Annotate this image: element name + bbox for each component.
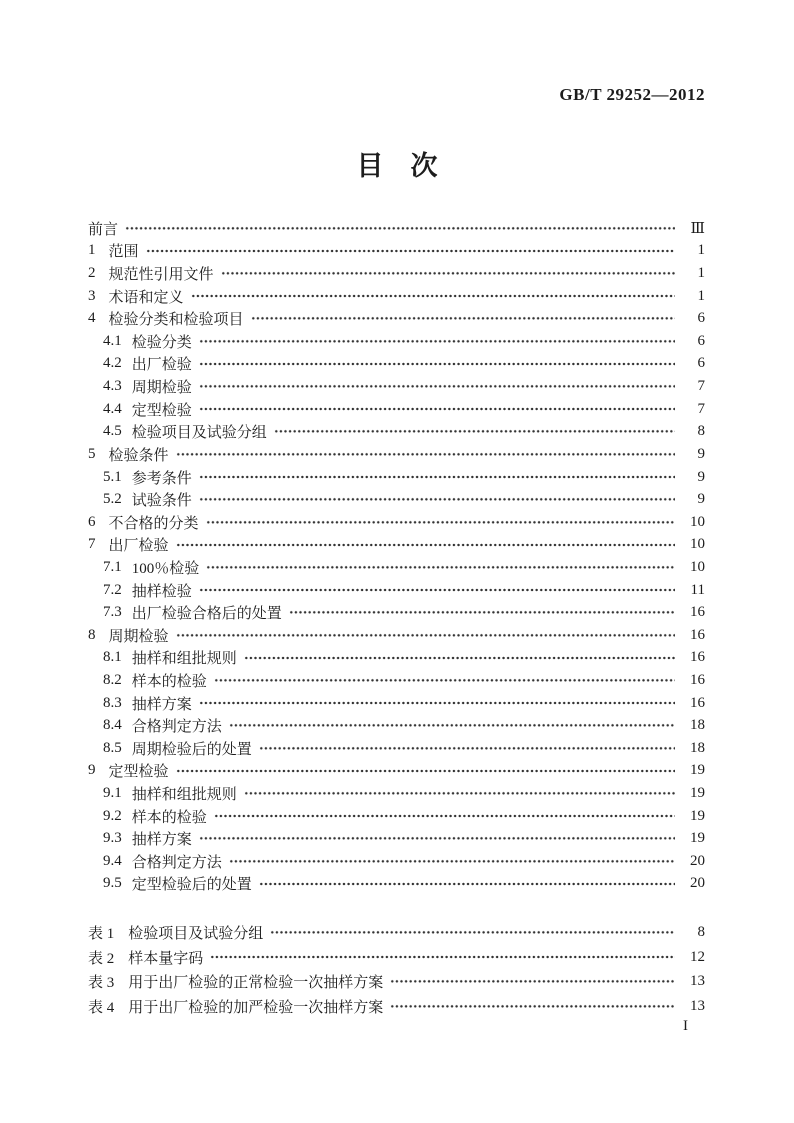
toc-entry-number: 9 xyxy=(88,762,96,779)
toc-entry-number: 7.3 xyxy=(103,604,122,621)
toc-entry xyxy=(88,579,705,602)
toc-entry-page: 9 xyxy=(697,468,705,485)
toc-entry-number: 8.4 xyxy=(103,717,122,734)
toc-entry-title: 不合格的分类 xyxy=(108,515,199,532)
toc-entry xyxy=(88,262,705,285)
toc-entry-page: 20 xyxy=(690,875,705,892)
dot-leader xyxy=(390,994,675,1019)
toc-entry-number: 5 xyxy=(88,445,96,462)
toc-entry xyxy=(88,737,705,760)
toc-entry-number: 4.1 xyxy=(103,332,122,349)
toc-entry-number: 9.3 xyxy=(103,830,122,847)
dot-leader xyxy=(199,579,675,602)
dot-leader xyxy=(214,669,675,692)
dot-leader xyxy=(199,488,675,511)
toc-entry-page: 6 xyxy=(697,310,705,327)
toc-entry xyxy=(88,805,705,828)
dot-leader xyxy=(206,556,675,579)
toc-entry-page: 1 xyxy=(697,287,705,304)
toc-entry-number: 5.1 xyxy=(103,468,122,485)
dot-leader xyxy=(176,443,675,466)
toc-entry-number: 8.5 xyxy=(103,739,122,756)
toc-entry-title: 抽样和组批规则 xyxy=(131,787,237,804)
dot-leader xyxy=(210,945,675,970)
toc-entry-number: 6 xyxy=(88,513,96,530)
dot-leader xyxy=(390,969,675,994)
toc-entry-page: 8 xyxy=(697,423,705,440)
toc-entry-title: 检验条件 xyxy=(108,447,169,464)
toc-entry xyxy=(88,782,705,805)
toc-entry xyxy=(88,330,705,353)
toc-entry xyxy=(88,420,705,443)
toc-entry xyxy=(88,375,705,398)
toc-entry xyxy=(88,969,705,994)
toc-entry xyxy=(88,307,705,330)
toc-entry-page: 1 xyxy=(697,265,705,282)
toc-entry-title: 试验条件 xyxy=(131,493,192,510)
toc-entry xyxy=(88,488,705,511)
toc-entry-page: 10 xyxy=(690,513,705,530)
toc-entry-page: 7 xyxy=(697,378,705,395)
toc-entry xyxy=(88,240,705,263)
dot-leader xyxy=(244,647,675,670)
toc-entry-title: 出厂检验 xyxy=(131,357,192,374)
page-title: 目 次 xyxy=(356,151,438,181)
toc-entry-page: 11 xyxy=(690,581,705,598)
toc-entry-title: 周期检验后的处置 xyxy=(131,741,252,758)
toc-entry-number: 4.2 xyxy=(103,355,122,372)
toc-entry-number: 表 3 xyxy=(88,975,115,992)
toc-entry-page: 16 xyxy=(690,671,705,688)
toc-entry-page: 16 xyxy=(690,626,705,643)
dot-leader xyxy=(244,782,675,805)
dot-leader xyxy=(176,760,675,783)
dot-leader xyxy=(146,240,675,263)
dot-leader xyxy=(199,353,675,376)
dot-leader xyxy=(206,511,675,534)
toc-entry-number: 4.5 xyxy=(103,423,122,440)
toc-entry-page: 16 xyxy=(690,694,705,711)
toc-entry-title: 检验项目及试验分组 xyxy=(131,425,267,442)
toc-entry xyxy=(88,556,705,579)
toc-entry-number: 2 xyxy=(88,265,96,282)
toc-entry-title: 定型检验 xyxy=(131,402,192,419)
toc-entry-page: 6 xyxy=(697,355,705,372)
toc-entry-number: 表 1 xyxy=(88,925,115,942)
toc-entry xyxy=(88,873,705,896)
toc-entry xyxy=(88,669,705,692)
toc-entry-title: 样本的检验 xyxy=(131,809,207,826)
toc-entry-title: 规范性引用文件 xyxy=(108,267,214,284)
toc-entry xyxy=(88,353,705,376)
toc-entry-title: 出厂检验 xyxy=(108,538,169,555)
toc-entry xyxy=(88,994,705,1019)
toc-entry-number: 4.4 xyxy=(103,400,122,417)
toc-entry-title: 100％检验 xyxy=(131,560,200,577)
toc-entry-title: 用于出厂检验的加严检验一次抽样方案 xyxy=(128,999,384,1016)
dot-leader xyxy=(125,217,675,240)
dot-leader xyxy=(274,420,675,443)
toc-entry-page: 13 xyxy=(690,997,705,1014)
toc-entry-title: 术语和定义 xyxy=(108,289,184,306)
toc-entry-page: 13 xyxy=(690,973,705,990)
toc-entry xyxy=(88,945,705,970)
toc-entry-title: 检验项目及试验分组 xyxy=(128,925,264,942)
toc-entry-number: 3 xyxy=(88,287,96,304)
dot-leader xyxy=(199,466,675,489)
toc-entry-title: 检验分类和检验项目 xyxy=(108,312,244,329)
toc-entry-page: 6 xyxy=(697,332,705,349)
toc-entry-title: 抽样和组批规则 xyxy=(131,651,237,668)
toc-entry-number: 8.3 xyxy=(103,694,122,711)
toc-entry-title: 抽样检验 xyxy=(131,583,192,600)
toc-entry-title: 样本的检验 xyxy=(131,673,207,690)
toc-entry-number: 表 2 xyxy=(88,950,115,967)
toc-entry-title: 合格判定方法 xyxy=(131,719,222,736)
dot-leader xyxy=(251,307,675,330)
toc-entry-page: 18 xyxy=(690,717,705,734)
toc-entry-page: 19 xyxy=(690,762,705,779)
toc-entry-page: 19 xyxy=(690,807,705,824)
toc-entry-title: 合格判定方法 xyxy=(131,854,222,871)
toc-entry-page: 16 xyxy=(690,649,705,666)
toc-entry-number: 4 xyxy=(88,310,96,327)
dot-leader xyxy=(191,285,675,308)
toc-entry-number: 表 4 xyxy=(88,999,115,1016)
toc-entry-page: 10 xyxy=(690,558,705,575)
dot-leader xyxy=(176,624,675,647)
toc-entry-number: 8.1 xyxy=(103,649,122,666)
toc-entry-title: 用于出厂检验的正常检验一次抽样方案 xyxy=(128,975,384,992)
toc-entry xyxy=(88,624,705,647)
page-number: I xyxy=(683,1018,688,1034)
dot-leader xyxy=(270,920,675,945)
toc-entry-number: 9.2 xyxy=(103,807,122,824)
toc-entry-title: 样本量字码 xyxy=(128,950,204,967)
dot-leader xyxy=(259,873,675,896)
toc-entry-page: 16 xyxy=(690,604,705,621)
toc-entry-title: 抽样方案 xyxy=(131,696,192,713)
dot-leader xyxy=(221,262,675,285)
toc-entry-page: 9 xyxy=(697,445,705,462)
toc-entry-title: 定型检验 xyxy=(108,764,169,781)
toc-entry-number: 9.4 xyxy=(103,852,122,869)
dot-leader xyxy=(199,375,675,398)
table-index-list xyxy=(88,920,705,1019)
toc-entry xyxy=(88,511,705,534)
toc-entry xyxy=(88,692,705,715)
toc-entry-page: 12 xyxy=(690,948,705,965)
toc-entry-page: 20 xyxy=(690,852,705,869)
toc-entry-title: 定型检验后的处置 xyxy=(131,877,252,894)
toc-entry xyxy=(88,714,705,737)
toc-entry-page: 1 xyxy=(697,242,705,259)
toc-entry-title: 抽样方案 xyxy=(131,832,192,849)
dot-leader xyxy=(229,850,675,873)
toc-entry-number: 9.1 xyxy=(103,785,122,802)
toc-entry xyxy=(88,217,705,240)
toc-entry xyxy=(88,398,705,421)
toc-entry xyxy=(88,920,705,945)
toc-entry xyxy=(88,443,705,466)
toc-entry-page: 18 xyxy=(690,739,705,756)
toc-entry-title: 范围 xyxy=(108,244,139,261)
toc-entry-page: 7 xyxy=(697,400,705,417)
toc-entry xyxy=(88,466,705,489)
toc-entry xyxy=(88,647,705,670)
toc-entry xyxy=(88,850,705,873)
toc-entry-number: 4.3 xyxy=(103,378,122,395)
dot-leader xyxy=(199,330,675,353)
toc-entry-page: 10 xyxy=(690,536,705,553)
toc-entry-page: Ⅲ xyxy=(690,220,705,237)
toc-entry-number: 9.5 xyxy=(103,875,122,892)
toc-entry-number: 8.2 xyxy=(103,671,122,688)
toc-list xyxy=(88,217,705,895)
toc-entry-page: 9 xyxy=(697,491,705,508)
toc-entry-title: 检验分类 xyxy=(131,334,192,351)
dot-leader xyxy=(259,737,675,760)
toc-entry-number: 8 xyxy=(88,626,96,643)
toc-entry-number: 7.1 xyxy=(103,558,122,575)
toc-entry xyxy=(88,827,705,850)
toc-entry-title: 出厂检验合格后的处置 xyxy=(131,606,282,623)
dot-leader xyxy=(214,805,675,828)
toc-entry-title: 周期检验 xyxy=(108,628,169,645)
dot-leader xyxy=(199,827,675,850)
toc-entry xyxy=(88,760,705,783)
toc-entry-page: 8 xyxy=(697,923,705,940)
toc-entry-title: 前言 xyxy=(88,221,119,238)
dot-leader xyxy=(199,398,675,421)
toc-entry-page: 19 xyxy=(690,785,705,802)
toc-entry-number: 1 xyxy=(88,242,96,259)
toc-entry-title: 周期检验 xyxy=(131,380,192,397)
toc-entry xyxy=(88,601,705,624)
dot-leader xyxy=(229,714,675,737)
toc-entry-number: 7.2 xyxy=(103,581,122,598)
toc-entry xyxy=(88,285,705,308)
toc-entry-title: 参考条件 xyxy=(131,470,192,487)
dot-leader xyxy=(289,601,675,624)
toc-entry-page: 19 xyxy=(690,830,705,847)
dot-leader xyxy=(176,534,675,557)
toc-entry-number: 7 xyxy=(88,536,96,553)
toc-entry xyxy=(88,534,705,557)
dot-leader xyxy=(199,692,675,715)
standard-number: GB/T 29252—2012 xyxy=(559,85,705,104)
toc-entry-number: 5.2 xyxy=(103,491,122,508)
